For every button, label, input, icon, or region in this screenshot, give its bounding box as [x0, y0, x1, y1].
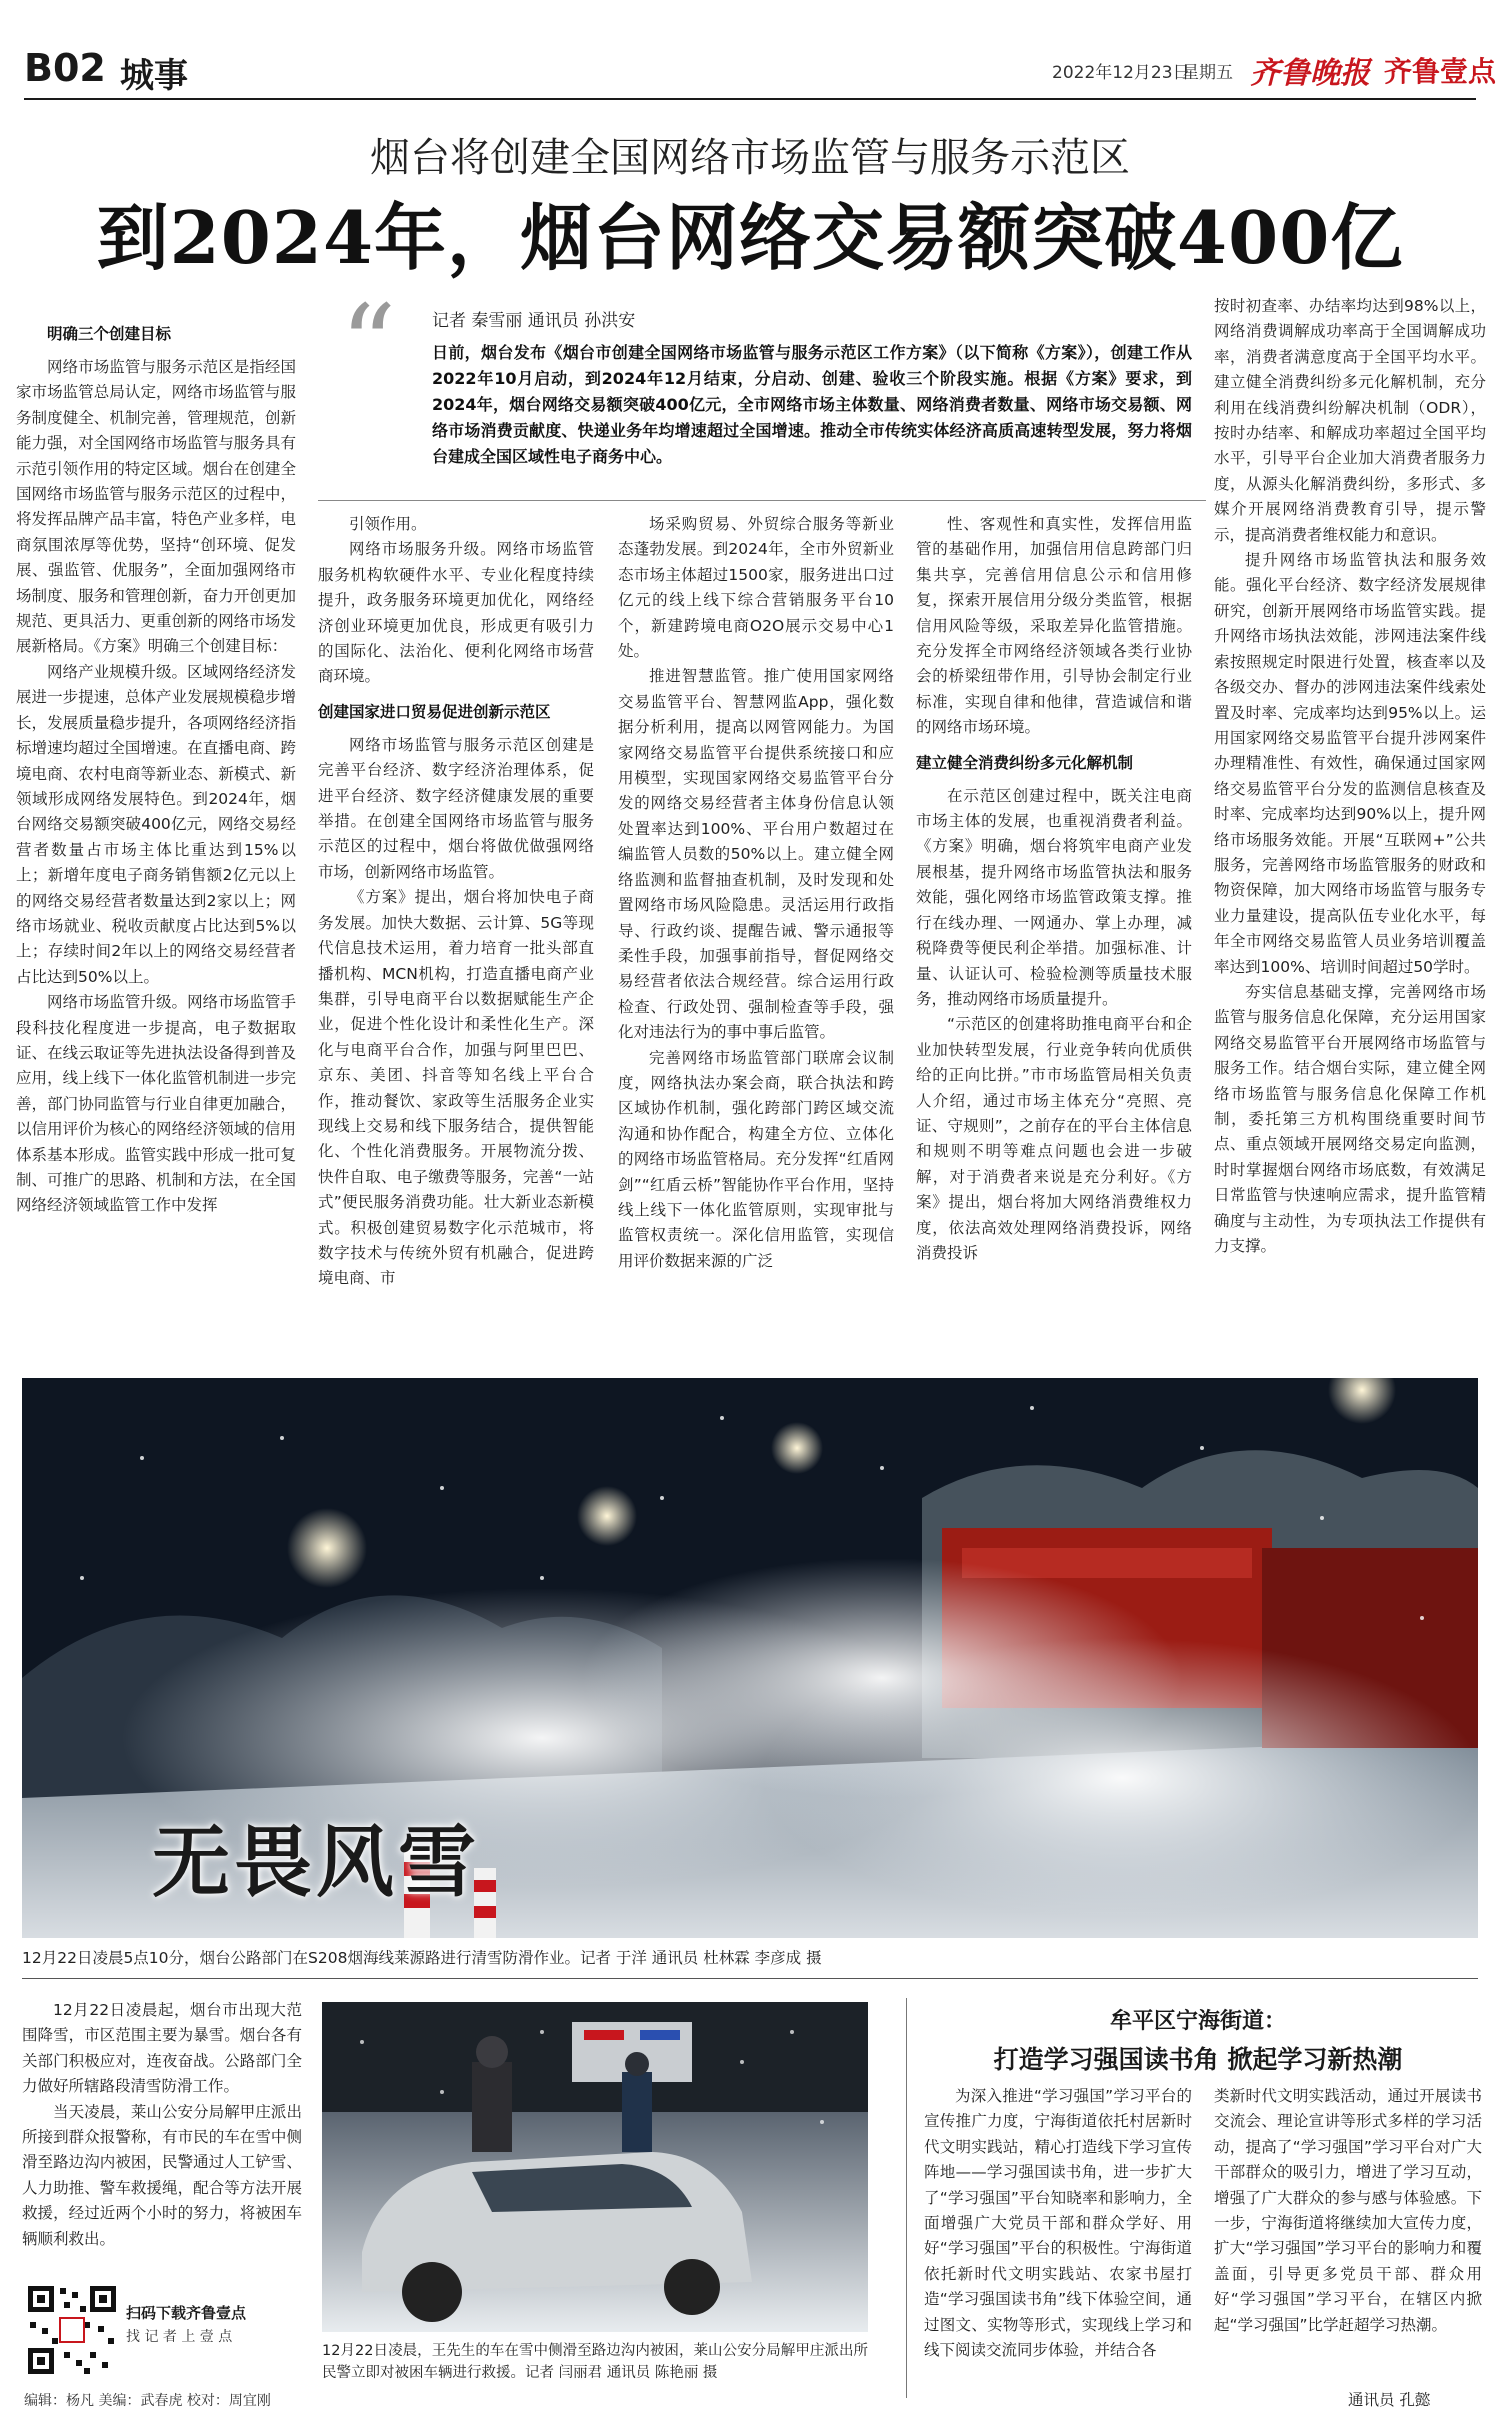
paragraph: 引领作用。	[349, 515, 427, 533]
side-article-kicker: 牟平区宁海街道：	[1109, 2008, 1286, 2034]
paragraph: 按时初查率、办结率均达到98%以上，网络消费调解成功率高于全国调解成功率，消费者满意度高于全国平均水平。建立健全消费纠纷多元化解机制，充分利用在线消费纠纷解决机制（ODR），按时办结率、和解成功率超过全国平均水平，引导平台企业加大消费者服务力度，从源头化解消费纠纷，多形式、多媒介开展网络消费教育引导，提示警示，提高消费者维权能力和意识。	[1214, 297, 1486, 544]
paragraph: 当天凌晨，莱山公安分局解甲庄派出所接到群众报警称，有市民的车在雪中侧滑至路边沟内被困，民警通过人工铲雪、人力助推、警车救援绳，配合等方法开展救援，经过近两个小时的努力，将被困车辆顺利救出。	[22, 2102, 302, 2248]
article-column-5	[1214, 294, 1486, 1344]
snow-news-text	[22, 1998, 302, 2248]
editor-credits: 编辑：杨凡 美编：武春虎 校对：周宜刚	[24, 2393, 271, 2409]
column-divider	[906, 1998, 907, 2398]
article-byline: 记者 秦雪丽 通讯员 孙洪安	[432, 311, 636, 331]
paragraph: 夯实信息基础支撑，完善网络市场监管与服务信息化保障，充分运用国家网络交易监管平台开展网络市场监管与服务工作。结合烟台实际，建立健全网络市场监管与服务信息化保障工作机制，委托第三方机构围绕重要时间节点、重点领域开展网络交易定向监测，时时掌握烟台网络市场底数，有效满足日常监管与快速响应需求，提升监管精确度与主动性，为专项执法工作提供有力支撑。	[1214, 982, 1486, 1256]
side-article-column-2	[1214, 2084, 1482, 2384]
article-column-4	[916, 512, 1192, 1344]
qr-contact-label: 找 记 者 上 壹 点	[126, 2329, 233, 2345]
photo-title: 无畏风雪	[152, 1817, 481, 1908]
article-lead: 日前，烟台发布《烟台市创建全国网络市场监管与服务示范区工作方案》（以下简称《方案》），创建工作从2022年10月启动，到2024年12月结束，分启动、创建、验收三个阶段实施。根据《方案》要求，到2024年，烟台网络交易额突破400亿元，全市网络市场主体数量、网络消费者数量、网络市场交易额、网络市场消费贡献度、快递业务年均增速超过全国增速。推动全市传统实体经济高质高速转型发展，努力将烟台建成全国区域性电子商务中心。	[432, 343, 1192, 466]
section-divider	[22, 1978, 1478, 1979]
car-rescue-photo	[322, 2002, 868, 2332]
paragraph: 提升网络市场监管执法和服务效能。强化平台经济、数字经济发展规律研究，创新开展网络市场监管实践。提升网络市场执法效能，涉网违法案件线索按照规定时限进行处置，核查率以及各级交办、督办的涉网违法案件线索处置及时率、完成率均达到95%以上。运用国家网络交易监管平台提升涉网案件办理精准性、有效性，确保通过国家网络交易监管平台分发的监测信息核查及时率、完成率均达到90%以上，提升网络市场服务效能。开展“互联网+”公共服务，完善网络市场监管服务的财政和物资保障，加大网络市场监管与服务专业力量建设，提高队伍专业化水平，每年全市网络交易监管人员业务培训覆盖率达到100%、培训时间超过50学时。	[1214, 551, 1486, 976]
article-column-2	[318, 512, 594, 1344]
side-article-title: 打造学习强国读书角 掀起学习新热潮	[993, 2045, 1403, 2074]
quote-mark-icon: “	[340, 281, 397, 409]
article-column-3	[618, 512, 894, 1344]
header-rule	[24, 98, 1476, 100]
side-article-column-1	[924, 2084, 1192, 2384]
paragraph: 网络市场服务升级。网络市场监管服务机构软硬件水平、专业化程度持续提升，政务服务环境更加优化，网络经济创业环境更加优良，形成更有吸引力的国际化、法治化、便利化网络市场营商环境。	[318, 540, 594, 686]
lead-divider	[318, 500, 1206, 501]
paragraph: 《方案》提出，烟台将加快电子商务发展。加快大数据、云计算、5G等现代信息技术运用，着力培育一批头部直播机构、MCN机构，打造直播电商产业集群，引导电商平台以数据赋能生产企业，促进个性化设计和柔性化生产。深化与电商平台合作，加强与阿里巴巴、京东、美团、抖音等知名线上平台合作，推动餐饮、家政等生活服务企业实现线上交易和线下服务结合，提供智能化、个性化消费服务。开展物流分拨、快件自取、电子缴费等服务，完善“一站式”便民服务消费功能。壮大新业态新模式。积极创建贸易数字化示范城市，将数字技术与传统外贸有机融合，促进跨境电商、市	[318, 888, 594, 1288]
article-column-1	[16, 312, 296, 1344]
brand-logo: 齐鲁壹点	[1384, 55, 1497, 88]
paragraph: “示范区的创建将助推电商平台和企业加快转型发展，行业竞争转向优质供给的正向比拼。”市市场监管局相关负责人介绍，通过市场主体充分“亮照、亮证、守规则”，之前存在的平台主体信息和规则不明等难点问题也会进一步破解，对于消费者来说是充分利好。《方案》提出，烟台将加大网络消费维权力度，依法高效处理网络消费投诉，网络消费投诉	[916, 1015, 1192, 1262]
paragraph: 类新时代文明实践活动，通过开展读书交流会、理论宣讲等形式多样的学习活动，提高了“学习强国”学习平台对广大干部群众的吸引力，增进了学习互动，增强了广大群众的参与感与体验感。下一步，宁海街道将继续加大宣传力度，扩大“学习强国”学习平台的影响力和覆盖面，引导更多党员干部、群众用好“学习强国”学习平台，在辖区内掀起“学习强国”比学赶超学习热潮。	[1214, 2087, 1482, 2334]
side-article-byline: 通讯员 孔懿	[1348, 2391, 1431, 2409]
photo-caption: 12月22日凌晨5点10分，烟台公路部门在S208烟海线莱源路进行清雪防滑作业。记者 于洋 通讯员 杜林霖 李彦成 摄	[22, 1949, 822, 1967]
section-heading: 创建国家进口贸易促进创新示范区	[318, 702, 551, 721]
qr-code-icon[interactable]	[24, 2282, 120, 2378]
issue-date: 2022年12月23日	[1052, 63, 1190, 83]
paragraph: 网络市场监管与服务示范区创建是完善平台经济、数字经济治理体系，促进平台经济、数字经济健康发展的重要举措。在创建全国网络市场监管与服务示范区的过程中，烟台将做优做强网络市场，创新网络市场监管。	[318, 735, 594, 881]
article-title: 到2024年，烟台网络交易额突破400亿	[96, 195, 1404, 280]
paper-logo: 齐鲁晚报	[1250, 56, 1370, 91]
photo2-caption: 12月22日凌晨，王先生的车在雪中侧滑至路边沟内被困，莱山公安分局解甲庄派出所民警立即对被困车辆进行救援。记者 闫丽君 通讯员 陈艳丽 摄	[322, 2343, 868, 2381]
qr-download-label: 扫码下载齐鲁壹点	[126, 2304, 247, 2322]
paragraph: 完善网络市场监管部门联席会议制度，网络执法办案会商，联合执法和跨区域协作机制，强化跨部门跨区域交流沟通和协作配合，构建全方位、立体化的网络市场监管格局。充分发挥“红盾网剑”“红盾云桥”智能协作平台作用，坚持线上线下一体化监管原则，实现审批与监管权责统一。深化信用监管，实现信用评价数据来源的广泛	[618, 1048, 894, 1270]
paragraph: 网络产业规模升级。区域网络经济发展进一步提速，总体产业发展规模稳步增长，发展质量稳步提升，各项网络经济指标增速均超过全国增速。在直播电商、跨境电商、农村电商等新业态、新模式、新领域形成网络发展特色。到2024年，烟台网络交易额突破400亿元，网络交易经营者数量占市场主体比重达到15%以上；新增年度电子商务销售额2亿元以上的网络交易经营者数量达到2家以上；网络市场就业、税收贡献度占比达到5%以上；存续时间2年以上的网络交易经营者占比达到50%以上。	[16, 662, 296, 986]
paragraph: 为深入推进“学习强国”学习平台的宣传推广力度，宁海街道依托村居新时代文明实践站，精心打造线下学习宣传阵地——学习强国读书角，进一步扩大了“学习强国”平台知晓率和影响力，全面增强广大党员干部和群众学好、用好“学习强国”平台的积极性。宁海街道依托新时代文明实践站、农家书屋打造“学习强国读书角”线下体验空间，通过图文、实物等形式，实现线上学习和线下阅读交流同步体验，并结合各	[924, 2087, 1192, 2360]
paragraph: 12月22日凌晨起，烟台市出现大范围降雪，市区范围主要为暴雪。烟台各有关部门积极应对，连夜奋战。公路部门全力做好所辖路段清雪防滑工作。	[22, 2001, 302, 2096]
page-number: B02	[24, 46, 106, 90]
paragraph: 性、客观性和真实性，发挥信用监管的基础作用，加强信用信息跨部门归集共享，完善信用信息公示和信用修复，探索开展信用分级分类监管，根据信用风险等级，采取差异化监管措施。充分发挥全市网络经济领域各类行业协会的桥梁纽带作用，引导协会制定行业标准，实现自律和他律，营造诚信和谐的网络市场环境。	[916, 515, 1192, 737]
paragraph: 网络市场监管升级。网络市场监管手段科技化程度进一步提高，电子数据取证、在线云取证等先进执法设备得到普及应用，线上线下一体化监管机制进一步完善，部门协同监管与行业自律更加融合，以信用评价为核心的网络经济领域的信用体系基本形成。监管实践中形成一批可复制、可推广的思路、机制和方法，在全国网络经济领域监管工作中发挥	[16, 993, 296, 1215]
paragraph: 推进智慧监管。推广使用国家网络交易监管平台、智慧网监App，强化数据分析利用，提高以网管网能力。为国家网络交易监管平台提供系统接口和应用模型，实现国家网络交易监管平台分发的网络交易经营者主体身份信息认领处置率达到100%、平台用户数超过在编监管人员数的50%以上。建立健全网络监测和监督抽查机制，及时发现和处置网络市场风险隐患。灵活运用行政指导、行政约谈、提醒告诫、警示通报等柔性手段，加强事前指导，督促网络交易经营者依法合规经营。综合运用行政检查、行政处罚、强制检查等手段，强化对违法行为的事中事后监管。	[618, 667, 894, 1042]
article-subtitle: 烟台将创建全国网络市场监管与服务示范区	[370, 135, 1130, 181]
paragraph: 场采购贸易、外贸综合服务等新业态蓬勃发展。到2024年，全市外贸新业态市场主体超过1500家，服务进出口过亿元的线上线下综合营销服务平台10个，新建跨境电商O2O展示交易中心1处。	[618, 515, 894, 661]
issue-weekday: 星期五	[1182, 63, 1233, 83]
section-heading: 建立健全消费纠纷多元化解机制	[916, 753, 1134, 772]
section-heading: 明确三个创建目标	[47, 325, 172, 343]
paragraph: 在示范区创建过程中，既关注电商市场主体的发展，也重视消费者利益。《方案》明确，烟台将筑牢电商产业发展根基，提升网络市场监管执法和服务效能，强化网络市场监管政策支撑。推行在线办理、一网通办、掌上办理，减税降费等便民利企举措。加强标准、计量、认证认可、检验检测等质量技术服务，推动网络市场质量提升。	[916, 786, 1192, 1008]
paragraph: 网络市场监管与服务示范区是指经国家市场监管总局认定，网络市场监管与服务制度健全、机制完善，管理规范，创新能力强，对全国网络市场监管与服务具有示范引领作用的特定区域。烟台在创建全国网络市场监管与服务示范区的过程中，将发挥品牌产品丰富，特色产业多样，电商氛围浓厚等优势，坚持“创环境、促发展、强监管、优服务”，全面加强网络市场制度、服务和管理创新，奋力开创更加规范、更具活力、更重创新的网络市场发展新格局。《方案》明确三个创建目标：	[16, 358, 296, 656]
section-name: 城事	[120, 56, 188, 96]
